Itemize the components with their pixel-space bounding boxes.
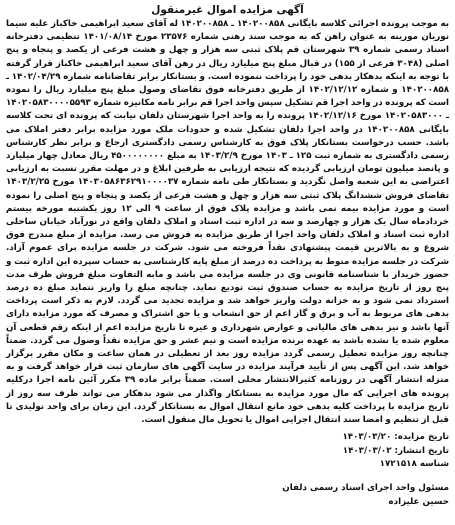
publish-date: تاریخ انتشار: ۱۴۰۳/۰۳/۰۲	[342, 445, 449, 456]
notice-title: آگهی مزایده اموال غیرمنقول	[151, 4, 304, 16]
notice-body: به موجب پرونده اجرائی کلاسه بایگانی ۱۴۰۲۰۰۸۵۸ ـ ۱۴۰۲۰۰۸۵۸ له آقای سعید ابراهیمی خاکباز علیه سیما نوریان مورینه به عنوان راهن که به موجب سند رهنی شماره ۲۳۵۷۶ مورخ ۱۴۰۱/۰۸/۱۴ تنظیمی دفترخانه اسناد رسمی شماره ۳۹ شهرستان قم پلاک ثبتی سه هزار و چهل و هشت فرعی از یکصد و پنجاه و پنج اصلی (۳۰۴۸ فرعی از ۱۵۵) در قبال مبلغ پنج میلیارد ریال در رهن آقای سعید ابراهیمی خاکباز قرار گرفته با توجه به اینکه بدهکار بدهی خود را پرداخت ننموده است. و بستانکار برابر تقاضانامه شماره ۱۴۰۲/۰۴/۲۹ ـ ۱۴۰۲۰۰۸۵۸ و شماره ۱۴۰۲/۱۲/۱۲ از طریق دفترخانه فوق تقاضای وصول مبلغ پنج میلیارد ریال را نموده است که پرونده در واحد اجرا قم تشکیل سپس واحد اجرا قم برابر نامه مکانیزه شماره ۱۴۰۲۰۵۸۳۰۰۰۰۵۵۹۳ ـ ۱۴۰۲۰۵۸۳۰۰۰ مورخ ۱۴۰۲/۱۲/۱۶ پرونده را به واحد اجرا شهرستان دلفان نیابت که پرونده ای تحت کلاسه بایگانی ۱۴۰۲۰۰۸۵۸ در واحد اجرا دلفان تشکیل شده و حدودات ملک مورد مزایده برابر دفتر املاک می باشد. حسب درخواست بستانکار پلاک فوق به کارشناس رسمی دادگستری ارجاع و برابر نظر کارشناس رسمی دادگستری به شماره ثبت ۱۲۵ ـ ۱۴۰۳ مورخ ۱۴۰۳/۲/۹ به مبلغ ۴۵۰۰۰۰۰۰۰۰ ریال معادل چهار میلیارد و پانصد میلیون تومان ارزیابی گردیده که نتیجه ارزیابی به طرفین ابلاغ و در مهلت مقرر نسبت به ارزیابی اعتراضی به این شعبه واصل نگردید و بستانکار طی نامه شماره ۱۴۰۳۰۵۸۶۳۶۲۹۱۰۰۰۰۳۷ مورخ ۱۴۰۳/۲/۲۵ تقاضای فروش ششدانگ پلاک ثبتی سه هزار و چهل و هشت فرعی از یکصد و پنجاه و پنج اصلی را نموده است و مورد مزایده بیمه نمی باشد و مزایده پلاک فوق از ساعت ۹ الی ۱۲ روز یکشنبه مورخه بیستم خردادماه سال یک هزار و چهارصد و سه در اداره ثبت اسناد و املاک دلفان واقع در نورآباد خیابان ساحلی اداره ثبت اسناد و املاک دلفان واحد اجرا از طریق مزایده به فروش می رسد. مزایده از مبلغ مندرج فوق شروع و به بالاترین قیمت پیشنهادی نقداً فروخته می شود. شرکت در جلسه مزایده برای عموم آزاد. شرکت در جلسه مزایده منوط به پرداخت ده درصد از مبلغ پایه کارشناسی به حساب سپرده این اداره ثبت و حضور خریدار با شناسنامه قانونی وی در جلسه مزایده می باشد و مابه التفاوت مبلغ فروش ظرف مدت پنج روز از تاریخ مزایده به حساب صندوق ثبت تودیع نماید. چنانچه مبلغ را واریز ننماید مبلغ ده درصد استرداد نمی شود و به خزانه دولت واریز خواهد شد و مزایده تجدید می گردد. لازم به ذکر است پرداخت بدهی های مربوط به آب و برق و گاز اعم از حق انشعاب و یا حق اشتراک و مصرف که مورد مزایده دارای آنها باشد و نیز بدهی های مالیاتی و عوارض شهرداری و غیره تا تاریخ مزایده اعم از اینکه رقم قطعی آن معلوم شده یا نشده باشد به عهده برنده مزایده است و نیم عشر و حق مزایده نقداً وصول می گردد. ضمناً چنانچه روز مزایده تعطیل رسمی گردد مزایده روز بعد از تعطیلی در همان ساعت و مکان مقرر برگزار خواهد شد. این آگهی پس از تأیید فرآیند مزایده در سایت آگهی های سازمان ثبت قرار خواهد گرفت و به منزله انتشار آگهی در روزنامه کثیرالانتشار محلی است. ضمناً برابر ماده ۳۹ مکرر آئین نامه اجرا درکلیه پرونده های اجرایی که مال مورد مزایده به بستانکار واگذار می شود بدهکار می تواند ظرف سه روز از تاریخ مزایده با پرداخت کلیه بدهی خود مانع انتقال اموال به بستانکار گردد. این زمان برای واحد تولیدی تا قبل از تنظیم و امضا سند انتقال اجرایی اموال یا تحویل مال منقول است.	[6, 19, 450, 426]
auction-notice	[6, 3, 449, 521]
notice-id: شناسه ۱۷۲۱۵۱۸	[379, 459, 449, 470]
signature-block	[6, 481, 449, 509]
signatory-role: مسئول واحد اجرای اسناد رسمی دلفان	[282, 483, 449, 494]
auction-date: تاریخ مزایده: ۱۴۰۳/۰۳/۲۰	[342, 432, 449, 443]
signatory-name: حسین علیزاده	[388, 497, 449, 508]
notice-dates	[6, 431, 449, 472]
